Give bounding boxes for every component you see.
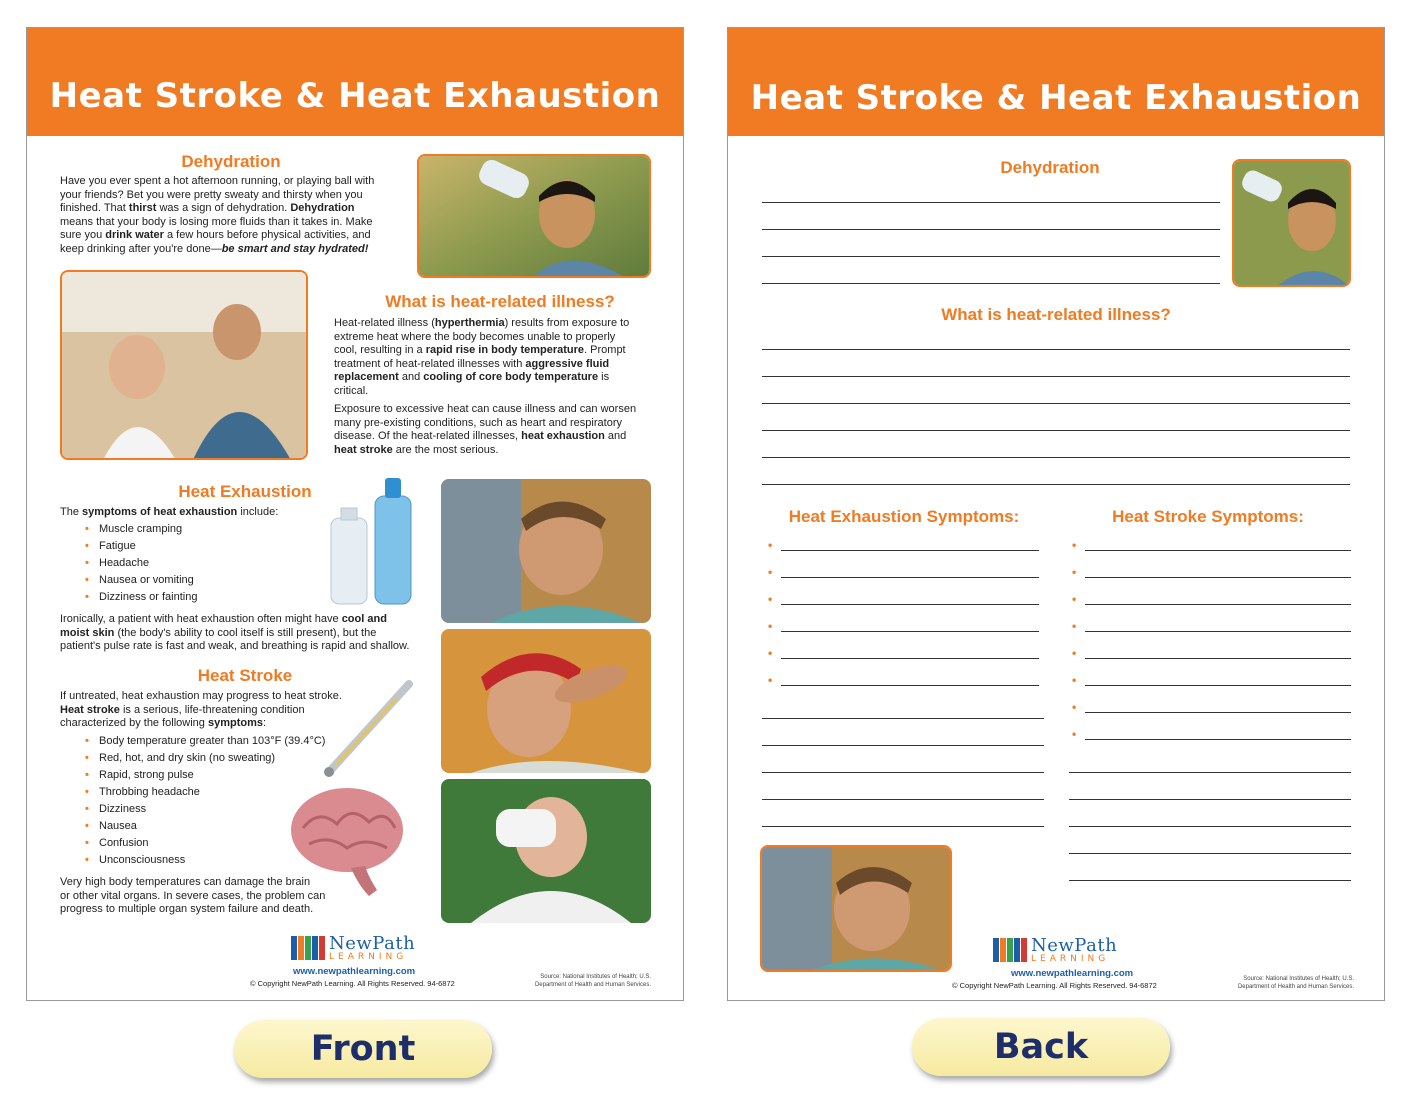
dehydration-heading: Dehydration [1000,158,1100,177]
bullet-marker: • [1072,673,1077,687]
newpath-logo: NewPath LEARNING [291,933,415,962]
list-item: • Unconsciousness [85,852,325,869]
water-bottles-image [327,474,417,606]
page-title: Heat Stroke & Heat Exhaustion [750,78,1362,118]
list-item: • Dizziness or fainting [85,589,197,606]
website-link[interactable]: www.newpathlearning.com [1011,968,1134,979]
answer-line[interactable] [1085,631,1351,632]
bullet-marker: • [768,538,773,552]
bullet-marker: • [1072,538,1077,552]
answer-line[interactable] [762,430,1350,431]
book-logo-icon [291,934,325,962]
bullet-marker: • [1072,646,1077,660]
answer-line[interactable] [762,745,1044,746]
answer-line[interactable] [762,772,1044,773]
heat-exhaustion-intro: The symptoms of heat exhaustion include: [60,506,279,518]
answer-line[interactable] [1085,577,1351,578]
answer-line[interactable] [781,550,1039,551]
list-item: • Dizziness [85,801,325,818]
dehydration-heading: Dehydration [181,152,281,171]
tired-man-photo [760,845,952,972]
heat-stroke-description: Very high body temperatures can damage the brain or other vital organs. In severe cases, the problem can progress to multiple organ system failure and death. [60,876,326,916]
answer-line[interactable] [1069,772,1351,773]
answer-line[interactable] [1069,826,1351,827]
back-label-button[interactable]: Back [912,1018,1170,1076]
bullet-marker: • [768,673,773,687]
list-item: • Nausea or vomiting [85,572,197,589]
tired-man-photo [441,479,651,623]
man-drinking-water-photo [417,154,651,278]
heat-illness-text: Heat-related illness (hyperthermia) results from exposure to extreme heat where the body becomes unable to properly cool, resulting in a rapid rise in body temperature. Prompt treatment of heat-related illnesses with aggressive fluid replacement and cooling of core body temperature is critical. [334,317,630,397]
answer-line[interactable] [762,376,1350,377]
answer-line[interactable] [1069,799,1351,800]
bullet-marker: • [1072,619,1077,633]
bullet-marker: • [768,619,773,633]
answer-line[interactable] [762,484,1350,485]
list-item: • Rapid, strong pulse [85,767,325,784]
answer-line[interactable] [762,457,1350,458]
bullet-marker: • [768,565,773,579]
answer-line[interactable] [762,229,1220,230]
newpath-logo: NewPath LEARNING [993,935,1117,964]
list-item: • Throbbing headache [85,784,325,801]
answer-line[interactable] [1085,658,1351,659]
answer-line[interactable] [1085,550,1351,551]
answer-line[interactable] [762,718,1044,719]
list-item: • Confusion [85,835,325,852]
bullet-marker: • [1072,565,1077,579]
heat-illness-text-2: Exposure to excessive heat can cause illness and can worsen many pre-existing conditions, such as heart and respiratory disease. Of the heat-related illnesses, heat exhaustion and heat stroke are the most serious. [334,403,637,456]
heat-illness-heading: What is heat-related illness? [941,305,1171,324]
answer-line[interactable] [762,799,1044,800]
answer-line[interactable] [762,202,1220,203]
answer-line[interactable] [1085,739,1351,740]
man-drinking-water-photo [1232,159,1351,287]
copyright-text: © Copyright NewPath Learning. All Rights Reserved. 94-6872 [952,981,1157,990]
answer-line[interactable] [762,349,1350,350]
front-worksheet [26,27,684,1001]
list-item: • Red, hot, and dry skin (no sweating) [85,750,325,767]
answer-line[interactable] [1085,604,1351,605]
older-man-wiping-face-photo [441,779,651,923]
answer-line[interactable] [781,658,1039,659]
heat-exhaustion-symptoms-list [85,521,197,606]
answer-line[interactable] [781,604,1039,605]
woman-with-ice-pack-photo [60,270,308,460]
bullet-marker: • [1072,727,1077,741]
list-item: • Muscle cramping [85,521,197,538]
list-item: • Nausea [85,818,325,835]
heat-stroke-symptoms-heading: Heat Stroke Symptoms: [1112,507,1304,526]
thermometer-image [321,678,417,778]
dehydration-text: Have you ever spent a hot afternoon running, or playing ball with your friends? Bet you were pretty sweaty and thirsty when you finished. That thirst was a sign of dehydration. Dehydration means that your body is losing more fluids than it takes in. Make sure you drink water a few hours before physical activities, and keep drinking after you're done—be smart and stay hydrated! [60,175,375,255]
heat-illness-heading: What is heat-related illness? [385,292,615,311]
title-banner [27,28,683,136]
list-item: • Headache [85,555,197,572]
bullet-marker: • [768,646,773,660]
answer-line[interactable] [762,403,1350,404]
bullet-marker: • [768,592,773,606]
answer-line[interactable] [762,256,1220,257]
answer-line[interactable] [1085,685,1351,686]
answer-line[interactable] [781,631,1039,632]
answer-line[interactable] [762,283,1220,284]
answer-line[interactable] [762,826,1044,827]
copyright-text: © Copyright NewPath Learning. All Rights Reserved. 94-6872 [250,979,455,988]
list-item: • Fatigue [85,538,197,555]
bullet-marker: • [1072,700,1077,714]
answer-line[interactable] [1069,880,1351,881]
website-link[interactable]: www.newpathlearning.com [293,966,416,977]
answer-line[interactable] [1069,853,1351,854]
heat-exhaustion-heading: Heat Exhaustion [178,482,312,501]
heat-stroke-intro: If untreated, heat exhaustion may progress to heat stroke. Heat stroke is a serious, life-threatening condition characterized by the following symptoms: [60,690,342,730]
back-worksheet [727,27,1385,1001]
heat-stroke-heading: Heat Stroke [197,666,293,685]
page-title: Heat Stroke & Heat Exhaustion [49,76,661,116]
source-note: Source: National Institutes of Health; U.S. Department of Health and Human Services. [534,974,651,988]
woman-sweating-photo [441,629,651,773]
list-item: • Body temperature greater than 103°F (39.4°C) [85,733,325,750]
book-logo-icon [993,936,1027,964]
heat-exhaustion-symptoms-heading: Heat Exhaustion Symptoms: [788,507,1020,526]
front-label-button[interactable]: Front [234,1020,492,1078]
answer-line[interactable] [781,577,1039,578]
bullet-marker: • [1072,592,1077,606]
source-note: Source: National Institutes of Health; U.S. Department of Health and Human Services. [1237,976,1354,990]
answer-line[interactable] [1085,712,1351,713]
heat-exhaustion-description: Ironically, a patient with heat exhaustion often might have cool and moist skin (the body's ability to cool itself is still present), but the patient's pulse rate is fast and weak, and breathing is rapid and shallow. [60,613,410,653]
answer-line[interactable] [781,685,1039,686]
title-banner [728,28,1384,136]
